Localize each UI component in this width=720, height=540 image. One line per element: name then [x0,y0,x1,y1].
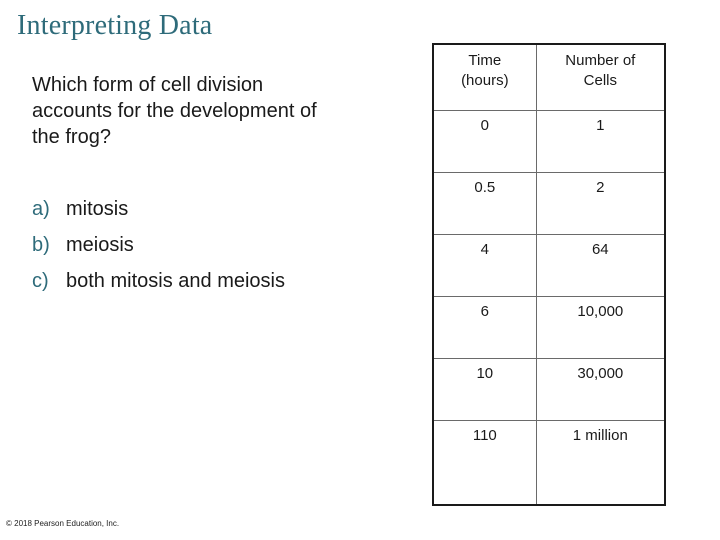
header-cells-line1: Number of [565,52,636,69]
cells-cell: 10,000 [536,296,665,358]
header-time-line1: Time [468,52,502,69]
header-cells-line2: Cells [583,72,617,89]
table-row [433,358,665,420]
time-cell: 10 [433,358,536,420]
table-row [433,172,665,234]
header-cells [536,44,665,110]
cells-cell: 1 million [536,420,665,505]
option-c-letter: c) [32,270,49,292]
table-row [433,420,665,505]
option-a-letter: a) [32,198,50,220]
option-c[interactable] [32,269,285,293]
answer-options [32,197,285,305]
option-a[interactable] [32,197,285,221]
cell-count-table [432,43,666,506]
table-row [433,110,665,172]
cells-cell: 2 [536,172,665,234]
option-b[interactable] [32,233,285,257]
cells-cell: 1 [536,110,665,172]
table-row [433,234,665,296]
time-cell: 110 [433,420,536,505]
time-cell: 0.5 [433,172,536,234]
option-c-text: both mitosis and meiosis [66,270,285,292]
slide-title: Interpreting Data [17,10,213,41]
option-a-text: mitosis [66,198,129,220]
cells-cell: 64 [536,234,665,296]
header-time-line2: (hours) [461,72,509,89]
time-cell: 6 [433,296,536,358]
option-b-letter: b) [32,234,50,256]
table-row [433,296,665,358]
option-b-text: meiosis [66,234,134,256]
copyright-footer: © 2018 Pearson Education, Inc. [6,519,120,528]
table-header-row [433,44,665,110]
cells-cell: 30,000 [536,358,665,420]
header-time [433,44,536,110]
question-text: Which form of cell division accounts for the development of the frog? [32,74,317,148]
time-cell: 0 [433,110,536,172]
time-cell: 4 [433,234,536,296]
